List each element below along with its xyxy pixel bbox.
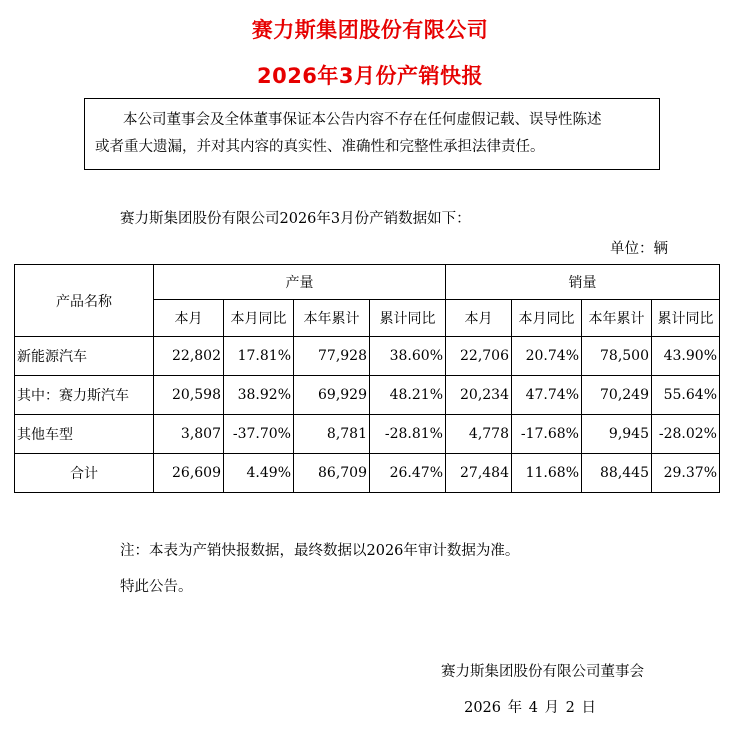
table-cell: 77,928 [294,337,370,376]
table-row [15,337,720,376]
header-sales: 销量 [446,265,720,300]
table-cell: 3,807 [154,415,224,454]
table-cell: 4.49% [224,454,294,493]
disclaimer-line-2: 或者重大遗漏，并对其内容的真实性、准确性和完整性承担法律责任。 [95,139,545,155]
signature: 赛力斯集团股份有限公司董事会 [441,664,644,680]
table-header-row [15,265,720,300]
header-product-name: 产品名称 [15,265,154,337]
table-cell: 26.47% [370,454,446,493]
table-cell: 11.68% [512,454,582,493]
table-cell: 86,709 [294,454,370,493]
table-cell: 20,598 [154,376,224,415]
table-cell: 47.74% [512,376,582,415]
table-cell: 27,484 [446,454,512,493]
subheader-cell: 本月同比 [224,300,294,337]
table-row [15,376,720,415]
table-cell: 88,445 [582,454,652,493]
subheader-cell: 本年累计 [582,300,652,337]
disclaimer-box [84,98,660,170]
table-cell: 22,706 [446,337,512,376]
table-cell: 4,778 [446,415,512,454]
table-cell: 38.60% [370,337,446,376]
subheader-cell: 累计同比 [652,300,720,337]
row-label: 其中：赛力斯汽车 [15,376,154,415]
table-cell: 38.92% [224,376,294,415]
subheader-cell: 本年累计 [294,300,370,337]
footnote: 注：本表为产销快报数据，最终数据以2026年审计数据为准。 [120,543,520,559]
disclaimer-line-1: 本公司董事会及全体董事保证本公告内容不存在任何虚假记载、误导性陈述 [123,112,602,128]
subheader-cell: 累计同比 [370,300,446,337]
intro-text: 赛力斯集团股份有限公司2026年3月份产销数据如下： [120,211,471,227]
company-title: 赛力斯集团股份有限公司 [251,18,489,42]
table-cell: 26,609 [154,454,224,493]
table-cell: 78,500 [582,337,652,376]
table-cell: 22,802 [154,337,224,376]
table-cell: 48.21% [370,376,446,415]
table-cell: 17.81% [224,337,294,376]
subheader-cell: 本月同比 [512,300,582,337]
production-sales-table [14,264,720,493]
table-cell: 43.90% [652,337,720,376]
table-cell: -28.02% [652,415,720,454]
table-cell: 69,929 [294,376,370,415]
row-label: 其他车型 [15,415,154,454]
table-cell: 29.37% [652,454,720,493]
table-cell: 20.74% [512,337,582,376]
issue-date: 2026 年 4 月 2 日 [464,700,596,716]
subheader-cell: 本月 [154,300,224,337]
table-cell: 70,249 [582,376,652,415]
table-cell: -28.81% [370,415,446,454]
announcement: 特此公告。 [120,579,193,595]
header-production: 产量 [154,265,446,300]
report-title: 2026年3月份产销快报 [256,64,484,88]
table-row [15,415,720,454]
row-label: 新能源汽车 [15,337,154,376]
table-cell: -17.68% [512,415,582,454]
table-cell: -37.70% [224,415,294,454]
unit-label: 单位：辆 [610,241,668,257]
table-row-total [15,454,720,493]
table-cell: 55.64% [652,376,720,415]
table-cell: 8,781 [294,415,370,454]
subheader-cell: 本月 [446,300,512,337]
table-cell: 20,234 [446,376,512,415]
table-cell: 9,945 [582,415,652,454]
row-label: 合计 [15,454,154,493]
